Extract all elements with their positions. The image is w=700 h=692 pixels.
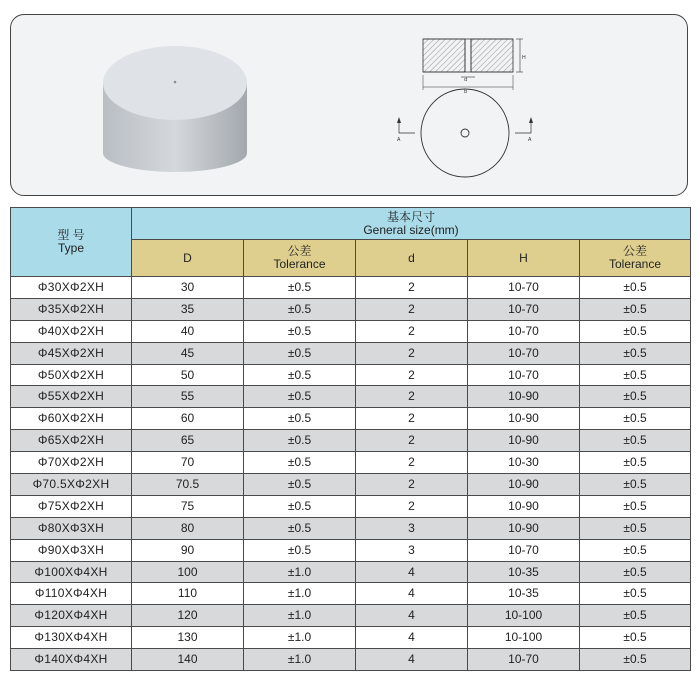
- cell-diameter: 50: [132, 364, 244, 386]
- cell-diameter: 60: [132, 408, 244, 430]
- cell-diameter: 120: [132, 605, 244, 627]
- table-row: [11, 408, 691, 430]
- cell-model: Φ30XΦ2XH: [11, 277, 132, 299]
- cell-hole-diameter: 4: [356, 649, 468, 671]
- cell-model: Φ60XΦ2XH: [11, 408, 132, 430]
- cylinder-3d-render: [103, 46, 247, 172]
- cell-diameter-tolerance: ±0.5: [244, 364, 356, 386]
- cell-height-tolerance: ±0.5: [580, 649, 691, 671]
- cell-diameter: 130: [132, 627, 244, 649]
- cell-model: Φ50XΦ2XH: [11, 364, 132, 386]
- cell-height: 10-70: [468, 364, 580, 386]
- cell-height-tolerance: ±0.5: [580, 561, 691, 583]
- cell-diameter: 100: [132, 561, 244, 583]
- cell-hole-diameter: 3: [356, 517, 468, 539]
- table-row: [11, 561, 691, 583]
- cell-hole-diameter: 4: [356, 627, 468, 649]
- cell-model: Φ130XΦ4XH: [11, 627, 132, 649]
- type-column-header: [11, 208, 132, 277]
- product-illustration: [11, 15, 689, 197]
- cell-diameter-tolerance: ±1.0: [244, 605, 356, 627]
- table-row: [11, 627, 691, 649]
- table-row: [11, 583, 691, 605]
- cell-diameter: 70.5: [132, 474, 244, 496]
- section-label-left: A: [397, 137, 401, 143]
- cell-hole-diameter: 2: [356, 430, 468, 452]
- general-header-cn: 基本尺寸: [387, 209, 436, 224]
- dim-label-d: d: [464, 77, 468, 83]
- cell-diameter: 65: [132, 430, 244, 452]
- dim-label-b: b: [464, 89, 468, 95]
- product-figure-panel: [10, 14, 688, 196]
- cell-hole-diameter: 4: [356, 605, 468, 627]
- cell-diameter-tolerance: ±1.0: [244, 627, 356, 649]
- cell-diameter: 110: [132, 583, 244, 605]
- general-size-header: [132, 208, 691, 240]
- cell-diameter-tolerance: ±0.5: [244, 539, 356, 561]
- table-row: [11, 452, 691, 474]
- cell-diameter: 55: [132, 386, 244, 408]
- table-row: [11, 364, 691, 386]
- cell-height-tolerance: ±0.5: [580, 386, 691, 408]
- cell-height-tolerance: ±0.5: [580, 364, 691, 386]
- cell-model: Φ110XΦ4XH: [11, 583, 132, 605]
- cell-height: 10-90: [468, 474, 580, 496]
- cell-diameter: 70: [132, 452, 244, 474]
- cell-hole-diameter: 2: [356, 408, 468, 430]
- cell-hole-diameter: 3: [356, 539, 468, 561]
- table-row: [11, 430, 691, 452]
- cell-model: Φ55XΦ2XH: [11, 386, 132, 408]
- cell-height-tolerance: ±0.5: [580, 430, 691, 452]
- cell-model: Φ35XΦ2XH: [11, 298, 132, 320]
- cell-height: 10-70: [468, 298, 580, 320]
- column-header-en: Tolerance: [609, 257, 662, 272]
- cell-height: 10-70: [468, 649, 580, 671]
- cell-height-tolerance: ±0.5: [580, 517, 691, 539]
- cell-height-tolerance: ±0.5: [580, 605, 691, 627]
- cell-diameter-tolerance: ±1.0: [244, 561, 356, 583]
- cell-model: Φ90XΦ3XH: [11, 539, 132, 561]
- cell-height: 10-90: [468, 430, 580, 452]
- cell-height-tolerance: ±0.5: [580, 495, 691, 517]
- cell-model: Φ140XΦ4XH: [11, 649, 132, 671]
- cell-model: Φ75XΦ2XH: [11, 495, 132, 517]
- cell-height: 10-70: [468, 539, 580, 561]
- cell-diameter-tolerance: ±0.5: [244, 386, 356, 408]
- cell-model: Φ40XΦ2XH: [11, 320, 132, 342]
- cell-height-tolerance: ±0.5: [580, 320, 691, 342]
- cell-diameter-tolerance: ±0.5: [244, 495, 356, 517]
- table-row: [11, 277, 691, 299]
- table-row: [11, 298, 691, 320]
- cell-diameter: 45: [132, 342, 244, 364]
- cell-model: Φ70.5XΦ2XH: [11, 474, 132, 496]
- cell-height-tolerance: ±0.5: [580, 627, 691, 649]
- cell-diameter: 80: [132, 517, 244, 539]
- cell-diameter: 30: [132, 277, 244, 299]
- table-row: [11, 320, 691, 342]
- cell-diameter: 140: [132, 649, 244, 671]
- cell-hole-diameter: 2: [356, 277, 468, 299]
- cell-height-tolerance: ±0.5: [580, 583, 691, 605]
- cell-model: Φ45XΦ2XH: [11, 342, 132, 364]
- column-header-D: [132, 240, 244, 277]
- cell-diameter-tolerance: ±1.0: [244, 649, 356, 671]
- cell-height: 10-90: [468, 408, 580, 430]
- cell-height-tolerance: ±0.5: [580, 539, 691, 561]
- section-view-drawing: [423, 39, 526, 95]
- cell-model: Φ80XΦ3XH: [11, 517, 132, 539]
- cell-height: 10-30: [468, 452, 580, 474]
- cell-height-tolerance: ±0.5: [580, 342, 691, 364]
- cell-diameter-tolerance: ±0.5: [244, 408, 356, 430]
- general-header-en: General size(mm): [363, 222, 459, 237]
- cell-height-tolerance: ±0.5: [580, 408, 691, 430]
- table-row: [11, 474, 691, 496]
- column-header-H: [468, 240, 580, 277]
- cell-diameter-tolerance: ±0.5: [244, 277, 356, 299]
- cell-height: 10-90: [468, 517, 580, 539]
- cell-diameter-tolerance: ±0.5: [244, 517, 356, 539]
- cell-model: Φ65XΦ2XH: [11, 430, 132, 452]
- cell-height: 10-70: [468, 342, 580, 364]
- column-header-cn: 公差: [287, 244, 312, 259]
- column-header-tolerance-1: [244, 240, 356, 277]
- cell-hole-diameter: 2: [356, 452, 468, 474]
- type-header-cn: 型 号: [57, 228, 85, 242]
- cell-height: 10-70: [468, 320, 580, 342]
- cell-height-tolerance: ±0.5: [580, 277, 691, 299]
- cell-hole-diameter: 2: [356, 298, 468, 320]
- column-header-en: d: [408, 250, 415, 265]
- cell-diameter: 75: [132, 495, 244, 517]
- cell-height-tolerance: ±0.5: [580, 474, 691, 496]
- cell-diameter-tolerance: ±0.5: [244, 320, 356, 342]
- cell-height-tolerance: ±0.5: [580, 452, 691, 474]
- cell-height: 10-70: [468, 277, 580, 299]
- table-row: [11, 605, 691, 627]
- table-row: [11, 539, 691, 561]
- table-row: [11, 342, 691, 364]
- column-header-d: [356, 240, 468, 277]
- cell-hole-diameter: 2: [356, 495, 468, 517]
- cell-height: 10-90: [468, 386, 580, 408]
- cell-diameter: 40: [132, 320, 244, 342]
- cell-height: 10-35: [468, 561, 580, 583]
- cell-height: 10-100: [468, 627, 580, 649]
- table-row: [11, 386, 691, 408]
- cell-hole-diameter: 4: [356, 561, 468, 583]
- cell-diameter-tolerance: ±0.5: [244, 342, 356, 364]
- specification-table: [10, 207, 691, 671]
- section-label-right: A: [528, 137, 532, 143]
- cell-hole-diameter: 2: [356, 364, 468, 386]
- cell-diameter: 90: [132, 539, 244, 561]
- cell-diameter-tolerance: ±0.5: [244, 298, 356, 320]
- table-row: [11, 517, 691, 539]
- cell-model: Φ100XΦ4XH: [11, 561, 132, 583]
- table-row: [11, 649, 691, 671]
- cell-diameter-tolerance: ±0.5: [244, 474, 356, 496]
- column-header-en: D: [183, 250, 192, 265]
- type-header-en: Type: [57, 241, 84, 255]
- cell-height: 10-100: [468, 605, 580, 627]
- cell-hole-diameter: 2: [356, 342, 468, 364]
- dim-label-H: H: [522, 55, 526, 61]
- plan-view-drawing: [397, 89, 533, 177]
- cell-hole-diameter: 2: [356, 474, 468, 496]
- cell-diameter: 35: [132, 298, 244, 320]
- column-header-en: Tolerance: [273, 257, 326, 272]
- cell-model: Φ70XΦ2XH: [11, 452, 132, 474]
- cell-diameter-tolerance: ±0.5: [244, 430, 356, 452]
- cell-hole-diameter: 2: [356, 386, 468, 408]
- cell-model: Φ120XΦ4XH: [11, 605, 132, 627]
- column-header-tolerance-2: [580, 240, 691, 277]
- cell-height: 10-35: [468, 583, 580, 605]
- cell-hole-diameter: 2: [356, 320, 468, 342]
- cell-height-tolerance: ±0.5: [580, 298, 691, 320]
- cell-diameter-tolerance: ±0.5: [244, 452, 356, 474]
- cell-hole-diameter: 4: [356, 583, 468, 605]
- table-row: [11, 495, 691, 517]
- cell-height: 10-90: [468, 495, 580, 517]
- column-header-cn: 公差: [623, 244, 648, 259]
- cell-diameter-tolerance: ±1.0: [244, 583, 356, 605]
- column-header-en: H: [519, 250, 528, 265]
